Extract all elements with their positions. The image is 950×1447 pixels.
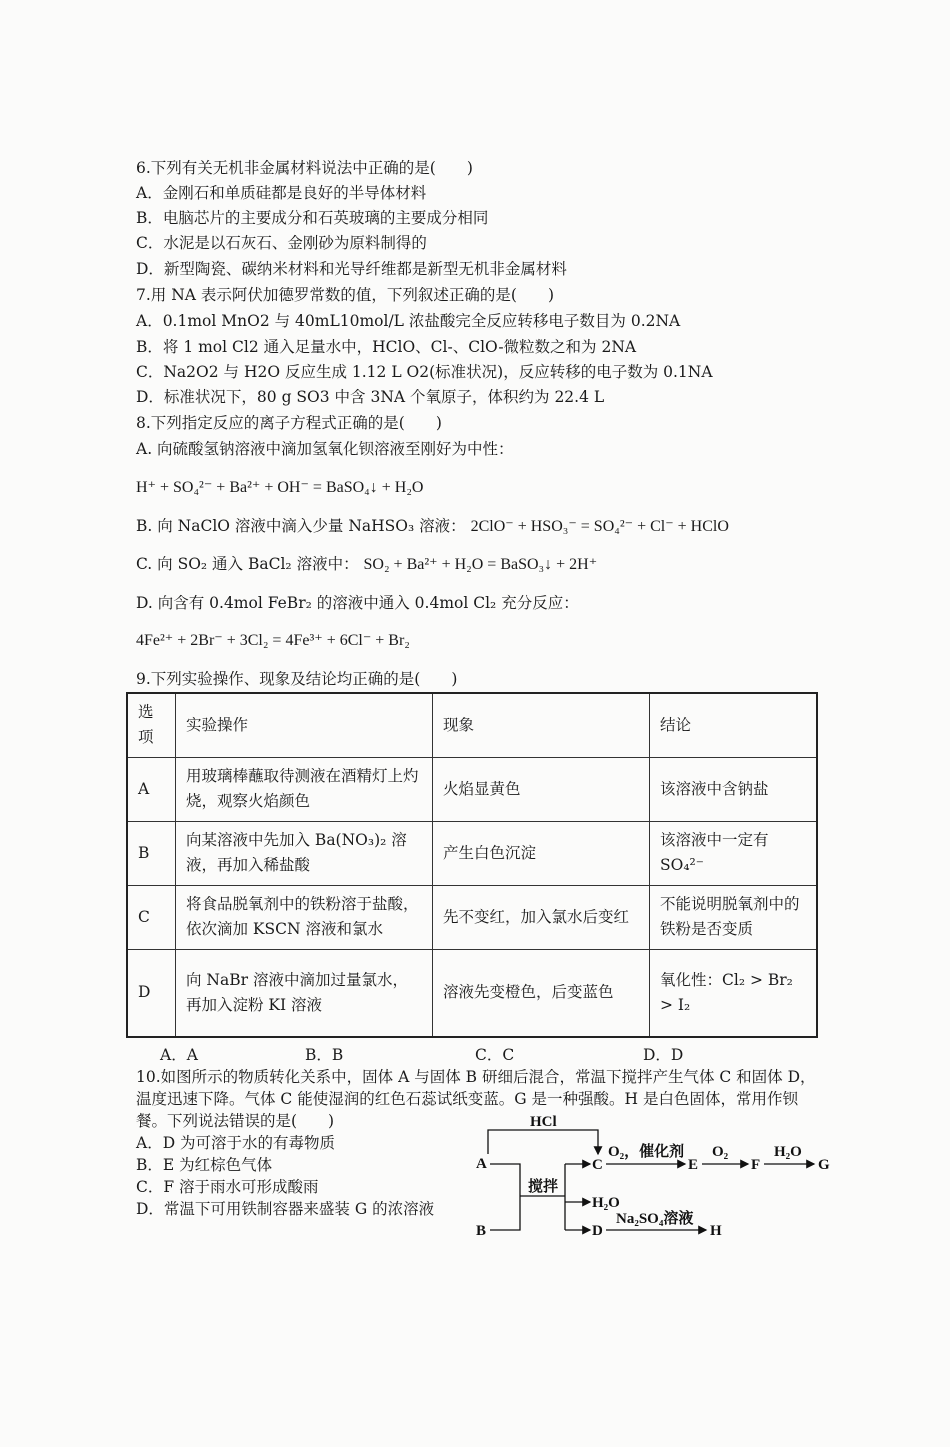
label-na2so4: Na₂SO₄溶液 [616, 1211, 694, 1227]
table-cell: 该溶液中一定有 SO₄²⁻ [650, 821, 818, 885]
experiment-table [126, 692, 818, 1038]
table-row [127, 885, 817, 949]
q7-stem: 7.用 NA 表示阿伏加德罗常数的值，下列叙述正确的是( ) [136, 286, 554, 304]
table-cell: 溶液先变橙色，后变蓝色 [433, 949, 650, 1037]
q10-option-b: B．E 为红棕色气体 [136, 1156, 273, 1174]
q9-choice-c: C．C [475, 1046, 515, 1064]
q10-option-d: D．常温下可用铁制容器来盛装 G 的浓溶液 [136, 1200, 435, 1218]
q8-option-c-text: C. 向 SO₂ 通入 BaCl₂ 溶液中： [136, 555, 359, 573]
q9-choice-a: A．A [160, 1046, 198, 1064]
label-o2-catalyst: O₂，催化剂 [608, 1144, 685, 1160]
table-cell: 向某溶液中先加入 Ba(NO₃)₂ 溶液，再加入稀盐酸 [176, 821, 433, 885]
q8-option-b-equation: 2ClO⁻ + HSO₃⁻ = SO₄²⁻ + Cl⁻ + HClO [470, 518, 729, 535]
table-cell: 先不变红，加入氯水后变红 [433, 885, 650, 949]
mix-bracket [490, 1164, 520, 1230]
table-cell: C [127, 885, 176, 949]
q6-option-b: B．电脑芯片的主要成分和石英玻璃的主要成分相同 [136, 209, 489, 227]
label-o2: O₂ [712, 1144, 729, 1160]
node-b: B [476, 1223, 487, 1239]
node-g: G [818, 1157, 830, 1173]
q6-option-a: A．金刚石和单质硅都是良好的半导体材料 [136, 184, 427, 202]
q8-option-a-text: A. 向硫酸氢钠溶液中滴加氢氧化钡溶液至刚好为中性： [136, 440, 514, 458]
reaction-diagram [470, 1110, 840, 1245]
label-h2o-product: H₂O [592, 1195, 620, 1211]
node-f: F [751, 1157, 761, 1173]
q10-option-c: C．F 溶于雨水可形成酸雨 [136, 1178, 319, 1196]
table-cell: 氧化性：Cl₂ > Br₂ > I₂ [650, 949, 818, 1037]
table-header: 现象 [433, 693, 650, 757]
q6-option-d: D．新型陶瓷、碳纳米材料和光导纤维都是新型无机非金属材料 [136, 260, 567, 278]
q8-stem: 8.下列指定反应的离子方程式正确的是( ) [136, 414, 442, 432]
q9-choices [0, 1043, 950, 1065]
q8-option-a-equation: H⁺ + SO₄²⁻ + Ba²⁺ + OH⁻ = BaSO₄↓ + H₂O [136, 479, 424, 496]
table-cell: 向 NaBr 溶液中滴加过量氯水，再加入淀粉 KI 溶液 [176, 949, 433, 1037]
q9-stem: 9.下列实验操作、现象及结论均正确的是( ) [136, 670, 458, 688]
q10-stem: 10.如图所示的物质转化关系中，固体 A 与固体 B 研细后混合，常温下搅拌产生气体 C 和固体 D，温度迅速下降。气体 C 能使湿润的红色石蕊试纸变蓝。G 是一种强酸。H 是白色固体，常用作钡餐。下列说法错误的是( ) [136, 1068, 816, 1130]
table-row [127, 821, 817, 885]
table-cell: 该溶液中含钠盐 [650, 757, 818, 821]
q9-choice-b: B．B [305, 1046, 344, 1064]
node-c: C [592, 1157, 603, 1173]
node-h: H [710, 1223, 722, 1239]
table-cell: 用玻璃棒蘸取待测液在酒精灯上灼烧，观察火焰颜色 [176, 757, 433, 821]
q7-option-b: B．将 1 mol Cl2 通入足量水中，HClO、Cl-、ClO-微粒数之和为 2NA [136, 338, 637, 356]
q8-option-b-text: B. 向 NaClO 溶液中滴入少量 NaHSO₃ 溶液： [136, 517, 466, 535]
q7-option-a: A．0.1mol MnO2 与 40mL10mol/L 浓盐酸完全反应转移电子数目为 0.2NA [136, 312, 681, 330]
table-cell: 将食品脱氧剂中的铁粉溶于盐酸，依次滴加 KSCN 溶液和氯水 [176, 885, 433, 949]
table-cell: 火焰显黄色 [433, 757, 650, 821]
table-cell: A [127, 757, 176, 821]
table-header: 实验操作 [176, 693, 433, 757]
q8-option-d-text: D. 向含有 0.4mol FeBr₂ 的溶液中通入 0.4mol Cl₂ 充分反应： [136, 594, 579, 612]
q8-option-c [136, 553, 597, 576]
q8-option-c-equation: SO₂ + Ba²⁺ + H₂O = BaSO₃↓ + 2H⁺ [363, 556, 598, 573]
table-row [127, 949, 817, 1037]
label-hcl: HCl [530, 1114, 557, 1130]
table-header: 选项 [127, 693, 176, 757]
q8-option-b [136, 515, 729, 538]
table-cell: 产生白色沉淀 [433, 821, 650, 885]
node-a: A [476, 1156, 487, 1172]
label-h2o: H₂O [774, 1144, 802, 1160]
q10-option-a: A．D 为可溶于水的有毒物质 [136, 1134, 336, 1152]
q7-option-c: C．Na2O2 与 H2O 反应生成 1.12 L O2(标准状况)，反应转移的电子数为 0.1NA [136, 363, 713, 381]
node-d: D [592, 1223, 603, 1239]
table-header: 结论 [650, 693, 818, 757]
table-cell: B [127, 821, 176, 885]
table-cell: 不能说明脱氧剂中的铁粉是否变质 [650, 885, 818, 949]
hcl-arrow [488, 1130, 598, 1154]
q6-stem: 6.下列有关无机非金属材料说法中正确的是( ) [136, 159, 473, 177]
table-row [127, 757, 817, 821]
q7-option-d: D．标准状况下，80 g SO3 中含 3NA 个氧原子，体积约为 22.4 L [136, 388, 605, 406]
node-e: E [688, 1157, 699, 1173]
q8-option-d-equation: 4Fe²⁺ + 2Br⁻ + 3Cl₂ = 4Fe³⁺ + 6Cl⁻ + Br₂ [136, 632, 410, 649]
label-stir: 搅拌 [528, 1179, 559, 1195]
q9-choice-d: D．D [643, 1046, 684, 1064]
q6-option-c: C．水泥是以石灰石、金刚砂为原料制得的 [136, 234, 427, 252]
table-cell: D [127, 949, 176, 1037]
table-header-row [127, 693, 817, 757]
